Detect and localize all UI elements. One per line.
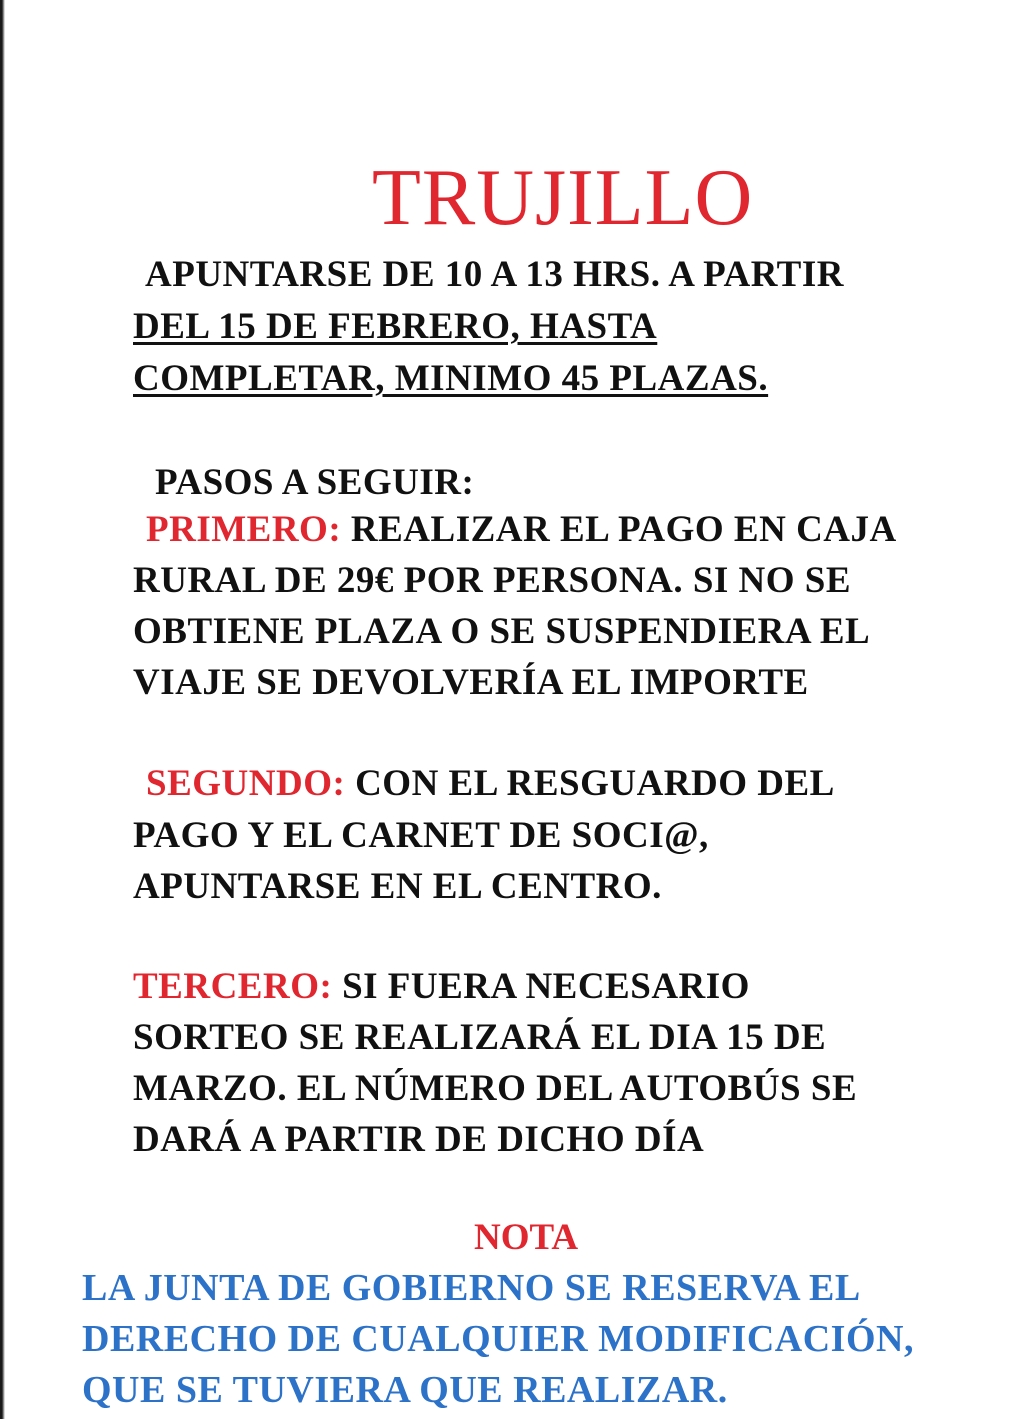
- step-3-line-4: DARÁ A PARTIR DE DICHO DÍA: [133, 1119, 705, 1160]
- step-1-line-4: VIAJE SE DEVOLVERÍA EL IMPORTE: [133, 662, 809, 703]
- step-2-line-1: [146, 761, 835, 807]
- step-2-line-3: APUNTARSE EN EL CENTRO.: [133, 866, 662, 907]
- step-1-line-2: RURAL DE 29€ POR PERSONA. SI NO SE: [133, 560, 852, 601]
- steps-heading: PASOS A SEGUIR:: [155, 462, 475, 503]
- scan-left-edge: [0, 0, 5, 1419]
- step-1-line-3: OBTIENE PLAZA O SE SUSPENDIERA EL: [133, 611, 871, 652]
- step-2-text: CON EL RESGUARDO DEL: [345, 763, 835, 804]
- note-line-1: LA JUNTA DE GOBIERNO SE RESERVA EL: [82, 1267, 861, 1309]
- step-2-line-2: PAGO Y EL CARNET DE SOCI@,: [133, 815, 709, 856]
- step-1-line-1: [146, 507, 897, 553]
- step-3-line-2: SORTEO SE REALIZARÁ EL DIA 15 DE: [133, 1017, 827, 1058]
- step-1-text: REALIZAR EL PAGO EN CAJA: [341, 509, 897, 550]
- note-line-2: DERECHO DE CUALQUIER MODIFICACIÓN,: [82, 1318, 914, 1360]
- note-heading: NOTA: [474, 1217, 579, 1258]
- registration-line-2: DEL 15 DE FEBRERO, HASTA: [133, 306, 658, 347]
- registration-line-1: APUNTARSE DE 10 A 13 HRS. A PARTIR: [145, 254, 844, 295]
- step-1-label: PRIMERO:: [146, 509, 342, 550]
- step-3-text: SI FUERA NECESARIO: [332, 966, 750, 1007]
- step-3-line-3: MARZO. EL NÚMERO DEL AUTOBÚS SE: [133, 1068, 858, 1109]
- registration-line-3: COMPLETAR, MINIMO 45 PLAZAS.: [133, 358, 769, 399]
- step-3-line-1: [133, 964, 750, 1010]
- step-2-label: SEGUNDO:: [146, 763, 346, 804]
- page-title: TRUJILLO: [372, 154, 754, 242]
- note-line-3: QUE SE TUVIERA QUE REALIZAR.: [82, 1369, 728, 1411]
- step-3-label: TERCERO:: [133, 966, 333, 1007]
